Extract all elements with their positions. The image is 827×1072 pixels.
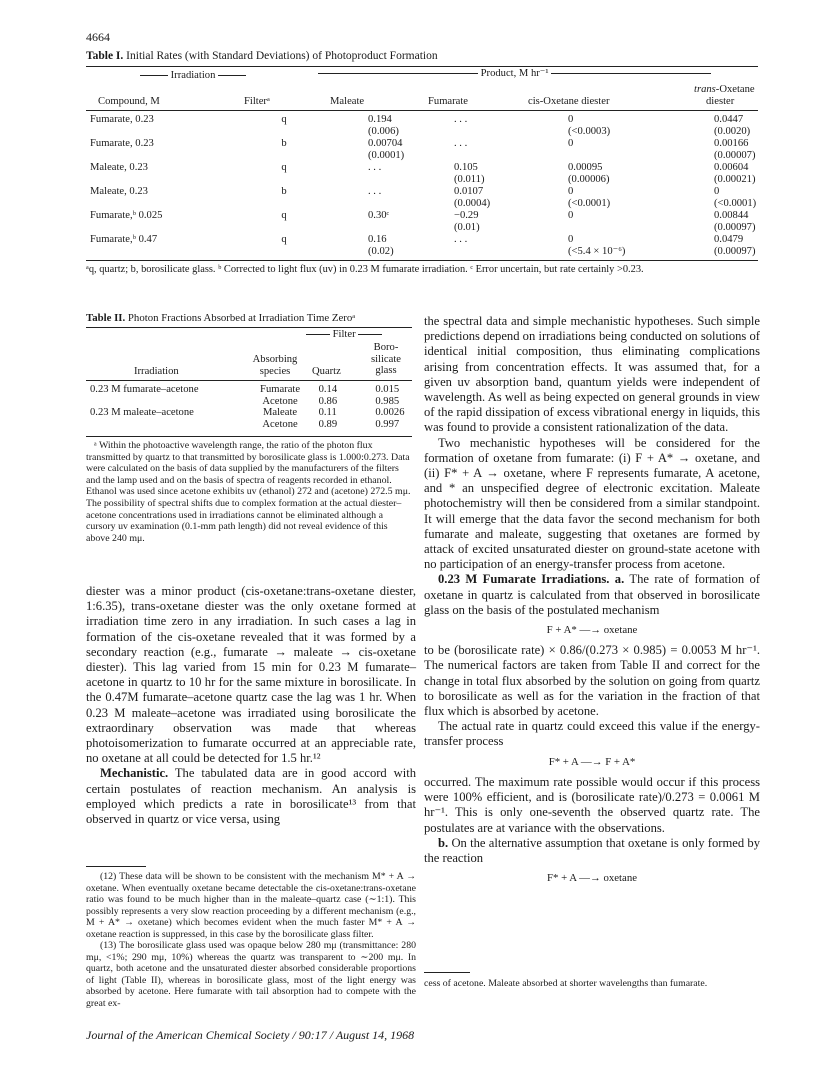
table1-cell: −0.29 <box>454 210 479 221</box>
table1-cell: (0.0020) <box>714 126 751 137</box>
table1-cell: (0.0004) <box>454 198 491 209</box>
table2-bottom-rule <box>86 436 412 437</box>
table1-cell: (<5.4 × 10⁻⁶) <box>568 246 626 257</box>
table1-cell: Fumarate,ᵇ 0.47 <box>90 234 158 245</box>
table2-cell: Acetone <box>262 395 298 407</box>
table1-cell: b <box>281 138 287 149</box>
table1-row <box>88 138 758 150</box>
table1-body <box>88 114 758 258</box>
table2-head-boro: Boro- silicate glass <box>370 342 401 376</box>
table1-row <box>88 222 758 234</box>
right-paragraph-2: Two mechanistic hypotheses will be considered for the formation of oxetane from fumarate: (i) F + A* → oxetane, and (ii) F* + A → oxetane, where F represents fumarate, A acetone, and * an unspecified degree of electronic excitation. Maleate photochemistry will then be considered from a similar standpoint. It will emerge that the data favor the second mechanism for both fumarate and maleate, suggesting that oxetanes are formed by attack of excited unsaturated diester on ground-state acetone with no participation of an energy-transfer process from acetone. <box>424 435 760 572</box>
equation-2: F* + A —→ F + A* <box>548 755 636 768</box>
table2-cell: Acetone <box>262 418 298 430</box>
table1-cell: Fumarate, 0.23 <box>90 138 154 149</box>
table1-cell <box>442 126 550 138</box>
table1-cell: 0 <box>568 114 574 125</box>
table1-row <box>88 198 758 210</box>
table1-cell <box>88 246 242 258</box>
table1-cell: 0 <box>568 138 574 149</box>
table2-cell <box>88 396 234 408</box>
table1-cell: 0 <box>568 234 574 245</box>
right-footnote-rule <box>424 972 470 973</box>
table2-cell: Fumarate <box>260 384 301 395</box>
left-footnote-rule <box>86 866 146 867</box>
table1-head-maleate: Maleate <box>330 96 365 107</box>
table1-cell: 0 <box>714 186 720 197</box>
table2-cell: 0.86 <box>318 395 338 407</box>
table2-row <box>88 419 412 431</box>
table1-cell: (0.00007) <box>714 150 756 161</box>
table1-cell: 0.0479 <box>714 234 744 245</box>
right-footnote: cess of acetone. Maleate absorbed at shorter wavelengths than fumarate. <box>424 978 708 989</box>
table1-head-cis: cis-Oxetane diester <box>528 96 610 107</box>
table1-cell: . . . <box>368 186 382 197</box>
right-paragraph-1: the spectral data and simple mechanistic hypotheses. Such simple predictions depend on irradiations being conducted on solutions of identical initial composition, thus eliminating complications arising from concentration effects. It was assumed that, for a given uv absorption band, quantum yields were independent of wavelength. As well as being expected on general grounds in view of the rapid dissipation of excess vibrational energy in liquids, this was found to provide a consistent rationalization of the data. <box>424 314 760 435</box>
table2-row <box>88 407 412 419</box>
table1-cell: 0.16 <box>368 234 387 245</box>
right-paragraph-6: occurred. The maximum rate possible would occur if this process were 100% efficient, and is (borosilicate rate)/0.273 = 0.0061 M hr⁻¹. This is only one-seventh the observed quartz rate. The postulates are at variance with the observations. <box>424 774 760 835</box>
table1-cell: 0.0107 <box>454 186 484 197</box>
table1-cell: Fumarate, 0.23 <box>90 114 154 125</box>
table1-cell <box>88 150 242 162</box>
table2-row <box>88 396 412 408</box>
equation-1: F + A* —→ oxetane <box>546 624 638 637</box>
equation-3: F* + A —→ oxetane <box>546 872 638 885</box>
left-column <box>86 584 416 827</box>
table2-head-irradiation: Irradiation <box>134 366 179 377</box>
table1-cell: 0.194 <box>368 114 392 125</box>
table1-cell <box>242 126 326 138</box>
table1-cell: (<0.0001) <box>568 198 611 209</box>
table1-cell: 0.00604 <box>714 162 749 173</box>
table1-footnote: ᵃq, quartz; b, borosilicate glass. ᵇ Corrected to light flux (uv) in 0.23 M fumarate irradiation. ᶜ Error uncertain, but rate certainly >0.23. <box>86 264 644 275</box>
table1-cell <box>326 198 442 210</box>
right-paragraph-7: On the alternative assumption that oxetane is only formed by the reaction <box>424 835 760 865</box>
footnote-12: (12) These data will be shown to be consistent with the mechanism M* + A → oxetane. When eventually oxetane became detectable the cis-oxetane:trans-oxetane ratio was found to be much higher than in the maleate–quartz case (∼1:1). This possibly represents a very slow reaction proceeding by a different mechanism (e.g., M + A* → oxetane) which becomes evident when the much faster M* + A → oxetane reaction is suppressed, in this case by the borosilicate glass filter. <box>86 871 416 940</box>
table1-group-product: Product, M hr⁻¹ <box>318 68 711 80</box>
table1-cell: b <box>281 186 287 197</box>
table1-cell: (0.00006) <box>568 174 610 185</box>
table1-top-rule <box>86 66 758 67</box>
table1-caption: Initial Rates (with Standard Deviations) of Photoproduct Formation <box>126 50 438 62</box>
table2-cell: Maleate <box>262 407 298 418</box>
table1-cell <box>550 150 668 162</box>
table1-row <box>88 174 758 186</box>
table1-cell <box>242 150 326 162</box>
table2-cell: 0.985 <box>375 395 400 407</box>
table1-cell: q <box>281 234 287 245</box>
journal-footer: Journal of the American Chemical Society / 90:17 / August 14, 1968 <box>86 1028 415 1042</box>
table1-row <box>88 210 758 222</box>
table1-cell <box>88 198 242 210</box>
footnote-13: (13) The borosilicate glass used was opaque below 280 mμ (transmittance: 280 mμ, <1%; 290 mμ, 10%) whereas the quartz was transparent to ∼200 mμ. In quartz, both acetone and the unsaturated diester absorbed considerable proportions of light (Table II), whereas in borosilicate glass, most of the light energy was absorbed by acetone. Here fumarate with tail absorption had to compete with the great ex- <box>86 940 416 1009</box>
table2-cell: 0.14 <box>318 384 338 395</box>
table1-cell <box>242 222 326 234</box>
table1-cell: (0.011) <box>454 174 485 185</box>
table2-row <box>88 384 412 396</box>
table1-cell: (0.00021) <box>714 174 756 185</box>
left-footnotes <box>86 871 416 1009</box>
table1-cell: Maleate, 0.23 <box>90 186 148 197</box>
table2-head-quartz: Quartz <box>312 366 341 377</box>
table1-cell <box>88 174 242 186</box>
table1-cell: (0.01) <box>454 222 480 233</box>
table1-cell: 0 <box>568 186 574 197</box>
table1-bottom-rule <box>86 260 758 261</box>
table1-cell: Fumarate,ᵇ 0.025 <box>90 210 163 221</box>
table1-cell: (<0.0003) <box>568 126 611 137</box>
table1-row <box>88 126 758 138</box>
table1-cell: . . . <box>454 114 468 125</box>
right-paragraph-4: to be (borosilicate rate) × 0.86/(0.273 × 0.985) = 0.0053 M hr⁻¹. The numerical factors are taken from Table II and correct for the change in total flux absorbed by the solution on going from quartz to borosilicate as well as for the variation in the fraction of that flux which is absorbed by acetone. <box>424 643 760 719</box>
table2-cell: 0.23 M maleate–acetone <box>90 407 194 418</box>
table1-cell: (0.00097) <box>714 246 756 257</box>
table1-group-irradiation: Irradiation <box>140 70 246 82</box>
table1-cell: q <box>281 210 287 221</box>
b-heading: b. <box>438 835 449 850</box>
table1-cell: 0.00844 <box>714 210 749 221</box>
table1-cell: (0.006) <box>368 126 399 137</box>
table1-cell: q <box>281 162 287 173</box>
table2-cell: 0.11 <box>318 407 337 418</box>
table1-head-trans-line1: trans-Oxetane <box>694 84 755 95</box>
right-column <box>424 314 760 891</box>
table1-cell: Maleate, 0.23 <box>90 162 148 173</box>
table1-cell: 0.30ᶜ <box>368 210 390 221</box>
table1-cell <box>242 174 326 186</box>
table2-caption: Photon Fractions Absorbed at Irradiation Time Zeroᵃ <box>127 312 356 324</box>
table1-row <box>88 186 758 198</box>
table1-cell <box>88 126 242 138</box>
table1-row <box>88 246 758 258</box>
table2-cell: 0.0026 <box>375 407 405 418</box>
table2-label: Table II. <box>86 312 126 324</box>
table1-cell: (0.0001) <box>368 150 405 161</box>
left-paragraph-2: The tabulated data are in good accord with certain postulates of reaction mechanism. An analysis is employed which predicts a rate in borosilicate¹³ from that observed in quartz or vice versa, using <box>86 766 416 827</box>
table1-cell <box>88 222 242 234</box>
table2-title <box>86 312 355 324</box>
table1-cell: 0.00166 <box>714 138 749 149</box>
table1-cell: 0.0447 <box>714 114 744 125</box>
table2-cell: 0.015 <box>375 384 400 395</box>
table1-cell: . . . <box>454 234 468 245</box>
table2-filter-group: Filter <box>306 329 382 340</box>
table2-header-rule <box>86 380 412 381</box>
table1-head-filter: Filterᵃ <box>244 96 270 107</box>
table2-body <box>88 384 412 430</box>
mechanistic-heading: Mechanistic. <box>100 766 169 781</box>
right-paragraph-5: The actual rate in quartz could exceed this value if the energy-transfer process <box>424 719 760 749</box>
table1-cell <box>242 246 326 258</box>
page-number: 4664 <box>86 30 110 44</box>
table1-cell <box>242 198 326 210</box>
table1-row <box>88 114 758 126</box>
table1-cell <box>442 150 550 162</box>
table1-title <box>86 50 438 62</box>
table1-cell: (0.02) <box>368 246 394 257</box>
table1-row <box>88 162 758 174</box>
table2-footnote: ᵃ Within the photoactive wavelength range, the ratio of the photon flux transmitted by quartz to that transmitted by borosilicate glass is 1.000:0.273. Data were calculated on the basis of data supplied by the manufacturers of the filters and the lamp used and on the basis of spectra of reagents recorded in ethanol. Ethanol was used since acetone exhibits uv (ethanol) 272 and (acetone) 272.5 mμ. The possibility of spectral shifts due to complex formation at the actual diester–acetone concentrations used in irradiations cannot be eliminated although a cursory uv examination (0.1-mm path length) did not reveal evidence of this above 240 mμ. <box>86 440 411 544</box>
table1-head-trans-line2: diester <box>706 96 735 107</box>
table2-top-rule <box>86 327 412 328</box>
table1-head-fumarate: Fumarate <box>428 96 469 107</box>
table1-cell: 0 <box>568 210 574 221</box>
table2-cell: 0.89 <box>318 418 338 430</box>
table2-cell <box>88 419 234 431</box>
table1-cell <box>442 246 550 258</box>
table1-cell: 0.00095 <box>568 162 603 173</box>
table1-cell: (0.00097) <box>714 222 756 233</box>
table1-cell <box>326 222 442 234</box>
table1-row <box>88 150 758 162</box>
table1-cell <box>550 222 668 234</box>
right-paragraph-3: The rate of formation of oxetane in quartz is calculated from that observed in borosilicate glass on the basis of the postulated mechanism <box>424 572 760 617</box>
table1-cell: q <box>281 114 287 125</box>
fumarate-heading: 0.23 M Fumarate Irradiations. a. <box>438 572 625 587</box>
table1-row <box>88 234 758 246</box>
table1-cell: 0.00704 <box>368 138 403 149</box>
table1-header-rule <box>86 110 758 111</box>
table1-cell: (<0.0001) <box>714 198 757 209</box>
table1-cell: 0.105 <box>454 162 478 173</box>
left-paragraph-1: diester was a minor product (cis-oxetane:trans-oxetane diester, 1:6.35), trans-oxetane diester was the only oxetane formed at irradiation time zero in any irradiation. In such cases a lag in formation of the cis-oxetane revealed that it was formed by a secondary reaction (e.g., fumarate → maleate → cis-oxetane diester). This lag varied from 15 min for 0.23 M fumarate–acetone in quartz to 10 hr for the same mixture in borosilicate. In the 0.47M fumarate–acetone quartz case the lag was 1 hr. When 0.23 M maleate–acetone was irradiated using borosilicate the extraordinary observation was made that whereas photoisomerization to fumarate occurred at an appreciable rate, no oxetane at all could be detected for 1.5 hr.¹² <box>86 584 416 766</box>
table1-cell: . . . <box>454 138 468 149</box>
table2-head-absorbing: Absorbing species <box>252 354 298 377</box>
table1-head-compound: Compound, M <box>98 96 160 107</box>
table1-cell <box>326 174 442 186</box>
table1-label: Table I. <box>86 50 124 62</box>
table1-cell: . . . <box>368 162 382 173</box>
table2-cell: 0.23 M fumarate–acetone <box>90 384 199 395</box>
table2-cell: 0.997 <box>375 418 400 430</box>
